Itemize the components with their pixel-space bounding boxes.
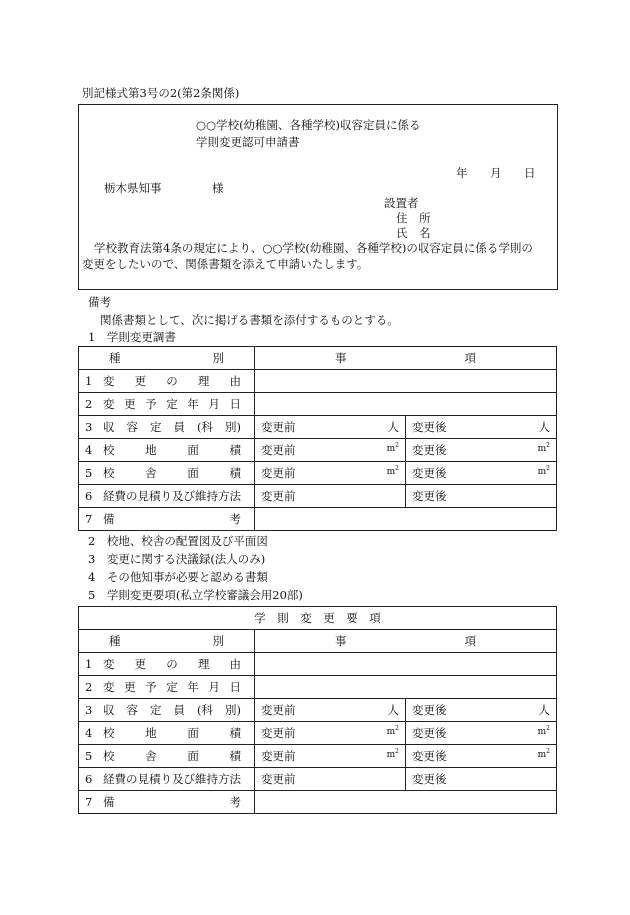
- table-caption: 学 則 変 更 要 項: [79, 607, 557, 630]
- row-char: 校: [103, 749, 115, 763]
- row-char: 別): [225, 420, 241, 434]
- before-label: 変更前: [261, 466, 296, 480]
- row-char: 年: [187, 680, 199, 694]
- notes-item-2: 2 校地、校舎の配置図及び平面図: [88, 534, 268, 548]
- row-char: 面: [187, 443, 199, 457]
- header-matter-2: 項: [464, 351, 476, 365]
- row-number: 5: [85, 466, 93, 480]
- table-row: [79, 416, 557, 439]
- row-char: 変: [103, 374, 115, 388]
- row-number: 3: [85, 420, 93, 434]
- row-char: 面: [187, 466, 199, 480]
- row-char: 容: [126, 420, 138, 434]
- notes-item-1: 1 学則変更調書: [88, 330, 176, 344]
- row-char: 容: [126, 703, 138, 717]
- row-label: 経費の見積り及び維持方法: [103, 772, 241, 786]
- row-char: 積: [229, 726, 241, 740]
- row-char: 月: [208, 680, 220, 694]
- header-matter-1: 事: [335, 351, 347, 365]
- header-matter-1: 事: [335, 634, 347, 648]
- header-kind-1: 種: [109, 351, 121, 365]
- table-row: [79, 699, 557, 722]
- row-number: 1: [85, 657, 93, 671]
- before-label: 変更前: [261, 443, 296, 457]
- row-char: 由: [229, 374, 241, 388]
- application-title-line2: 学則変更認可申請書: [196, 135, 300, 149]
- row-char: 積: [229, 749, 241, 763]
- table-row: [79, 393, 557, 416]
- after-label: 変更後: [412, 772, 447, 786]
- application-body-line2: 変更をしたいので、関係書類を添えて申請いたします。: [82, 257, 369, 271]
- notes-item-5: 5 学則変更要項(私立学校審議会用20部): [88, 588, 303, 602]
- value-cell: [255, 653, 557, 676]
- date-day: 日: [524, 166, 536, 180]
- after-label: 変更後: [412, 703, 447, 717]
- table-row: [79, 791, 557, 814]
- row-char: 校: [103, 726, 115, 740]
- row-number: 4: [85, 443, 93, 457]
- notes-item-3: 3 変更に関する決議録(法人のみ): [88, 552, 266, 566]
- name-label: 氏 名: [396, 226, 431, 240]
- row-char: 更: [124, 397, 136, 411]
- unit-area: $m^2$: [386, 725, 399, 737]
- after-label: 変更後: [412, 466, 447, 480]
- unit-person: 人: [538, 703, 550, 717]
- change-table-2: [78, 606, 557, 814]
- row-char: 由: [229, 657, 241, 671]
- value-cell: [255, 370, 557, 393]
- row-char: 日: [229, 680, 241, 694]
- row-char: (科: [197, 703, 213, 717]
- form-number: 別記様式第3号の2(第2条関係): [82, 86, 240, 100]
- table-row: [79, 485, 557, 508]
- unit-area: $m^2$: [537, 725, 550, 737]
- row-char: 員: [173, 703, 185, 717]
- row-char: 更: [124, 680, 136, 694]
- row-char: 日: [229, 397, 241, 411]
- row-char: 定: [166, 397, 178, 411]
- row-char: 積: [229, 466, 241, 480]
- table-caption-row: [79, 607, 557, 630]
- row-char: 予: [145, 397, 157, 411]
- value-cell: [255, 676, 557, 699]
- notes-heading: 備考: [88, 295, 111, 309]
- header-kind-1: 種: [109, 634, 121, 648]
- row-number: 7: [85, 512, 93, 526]
- row-char: 舎: [145, 466, 157, 480]
- change-table-1: [78, 346, 557, 531]
- row-char: 別): [225, 703, 241, 717]
- before-label: 変更前: [261, 489, 296, 503]
- after-label: 変更後: [412, 420, 447, 434]
- row-char: の: [166, 657, 178, 671]
- row-char: の: [166, 374, 178, 388]
- row-char: 面: [187, 726, 199, 740]
- value-cell: [255, 508, 557, 531]
- row-char: 変: [103, 680, 115, 694]
- after-label: 変更後: [412, 443, 447, 457]
- row-char: 定: [166, 680, 178, 694]
- address-label: 住 所: [396, 211, 431, 225]
- unit-area: $m^2$: [537, 465, 550, 477]
- value-cell: [255, 791, 557, 814]
- row-char: 地: [145, 726, 157, 740]
- row-char: 理: [197, 374, 210, 388]
- header-kind-2: 別: [212, 351, 224, 365]
- row-char: 面: [187, 749, 199, 763]
- value-cell: [255, 393, 557, 416]
- row-char: 理: [197, 657, 210, 671]
- row-char: 考: [229, 512, 241, 526]
- row-char: 校: [103, 466, 115, 480]
- row-number: 4: [85, 726, 93, 740]
- before-label: 変更前: [261, 749, 296, 763]
- row-char: 月: [208, 397, 220, 411]
- date-month: 月: [490, 166, 502, 180]
- before-label: 変更前: [261, 703, 296, 717]
- unit-area: $m^2$: [386, 442, 399, 454]
- after-label: 変更後: [412, 749, 447, 763]
- table-row: [79, 508, 557, 531]
- unit-person: 人: [387, 703, 399, 717]
- row-char: 考: [229, 795, 241, 809]
- notes-item-4: 4 その他知事が必要と認める書類: [88, 570, 268, 584]
- row-number: 2: [85, 397, 93, 411]
- table-row: [79, 745, 557, 768]
- before-label: 変更前: [261, 420, 296, 434]
- row-char: 変: [103, 397, 115, 411]
- table-row: [79, 439, 557, 462]
- row-char: 校: [103, 443, 115, 457]
- row-char: 定: [150, 420, 162, 434]
- row-number: 1: [85, 374, 93, 388]
- after-label: 変更後: [412, 489, 447, 503]
- row-number: 2: [85, 680, 93, 694]
- unit-area: $m^2$: [537, 748, 550, 760]
- row-char: 更: [134, 657, 147, 671]
- application-body-line1: 学校教育法第4条の規定により、○○学校(幼稚園、各種学校)の収容定員に係る学則の: [94, 241, 533, 255]
- row-char: 備: [103, 795, 115, 809]
- row-char: 収: [103, 703, 115, 717]
- table-row: [79, 653, 557, 676]
- row-char: 員: [173, 420, 185, 434]
- row-char: (科: [197, 420, 213, 434]
- unit-person: 人: [387, 420, 399, 434]
- row-char: 予: [145, 680, 157, 694]
- row-char: 定: [150, 703, 162, 717]
- row-char: 地: [145, 443, 157, 457]
- row-number: 6: [85, 489, 93, 503]
- row-char: 舎: [145, 749, 157, 763]
- unit-area: $m^2$: [386, 465, 399, 477]
- row-number: 7: [85, 795, 93, 809]
- unit-area: $m^2$: [386, 748, 399, 760]
- table-header-row: [79, 630, 557, 653]
- header-kind-2: 別: [212, 634, 224, 648]
- table-row: [79, 676, 557, 699]
- honorific: 様: [212, 181, 224, 195]
- table-row: [79, 370, 557, 393]
- before-label: 変更前: [261, 726, 296, 740]
- header-matter-2: 項: [464, 634, 476, 648]
- table-row: [79, 768, 557, 791]
- notes-intro: 関係書類として、次に掲げる書類を添付するものとする。: [100, 313, 399, 327]
- row-number: 6: [85, 772, 93, 786]
- addressee: 栃木県知事: [104, 181, 162, 195]
- table-header-row: [79, 347, 557, 370]
- unit-area: $m^2$: [537, 442, 550, 454]
- table-row: [79, 462, 557, 485]
- row-char: 積: [229, 443, 241, 457]
- row-number: 3: [85, 703, 93, 717]
- row-char: 年: [187, 397, 199, 411]
- before-label: 変更前: [261, 772, 296, 786]
- application-title-line1: ○○学校(幼稚園、各種学校)収容定員に係る: [196, 118, 421, 132]
- row-char: 備: [103, 512, 115, 526]
- row-char: 収: [103, 420, 115, 434]
- row-label: 経費の見積り及び維持方法: [103, 489, 241, 503]
- date-year: 年: [456, 166, 468, 180]
- unit-person: 人: [538, 420, 550, 434]
- row-char: 更: [134, 374, 147, 388]
- after-label: 変更後: [412, 726, 447, 740]
- founder-label: 設置者: [384, 196, 419, 210]
- row-number: 5: [85, 749, 93, 763]
- row-char: 変: [103, 657, 115, 671]
- table-row: [79, 722, 557, 745]
